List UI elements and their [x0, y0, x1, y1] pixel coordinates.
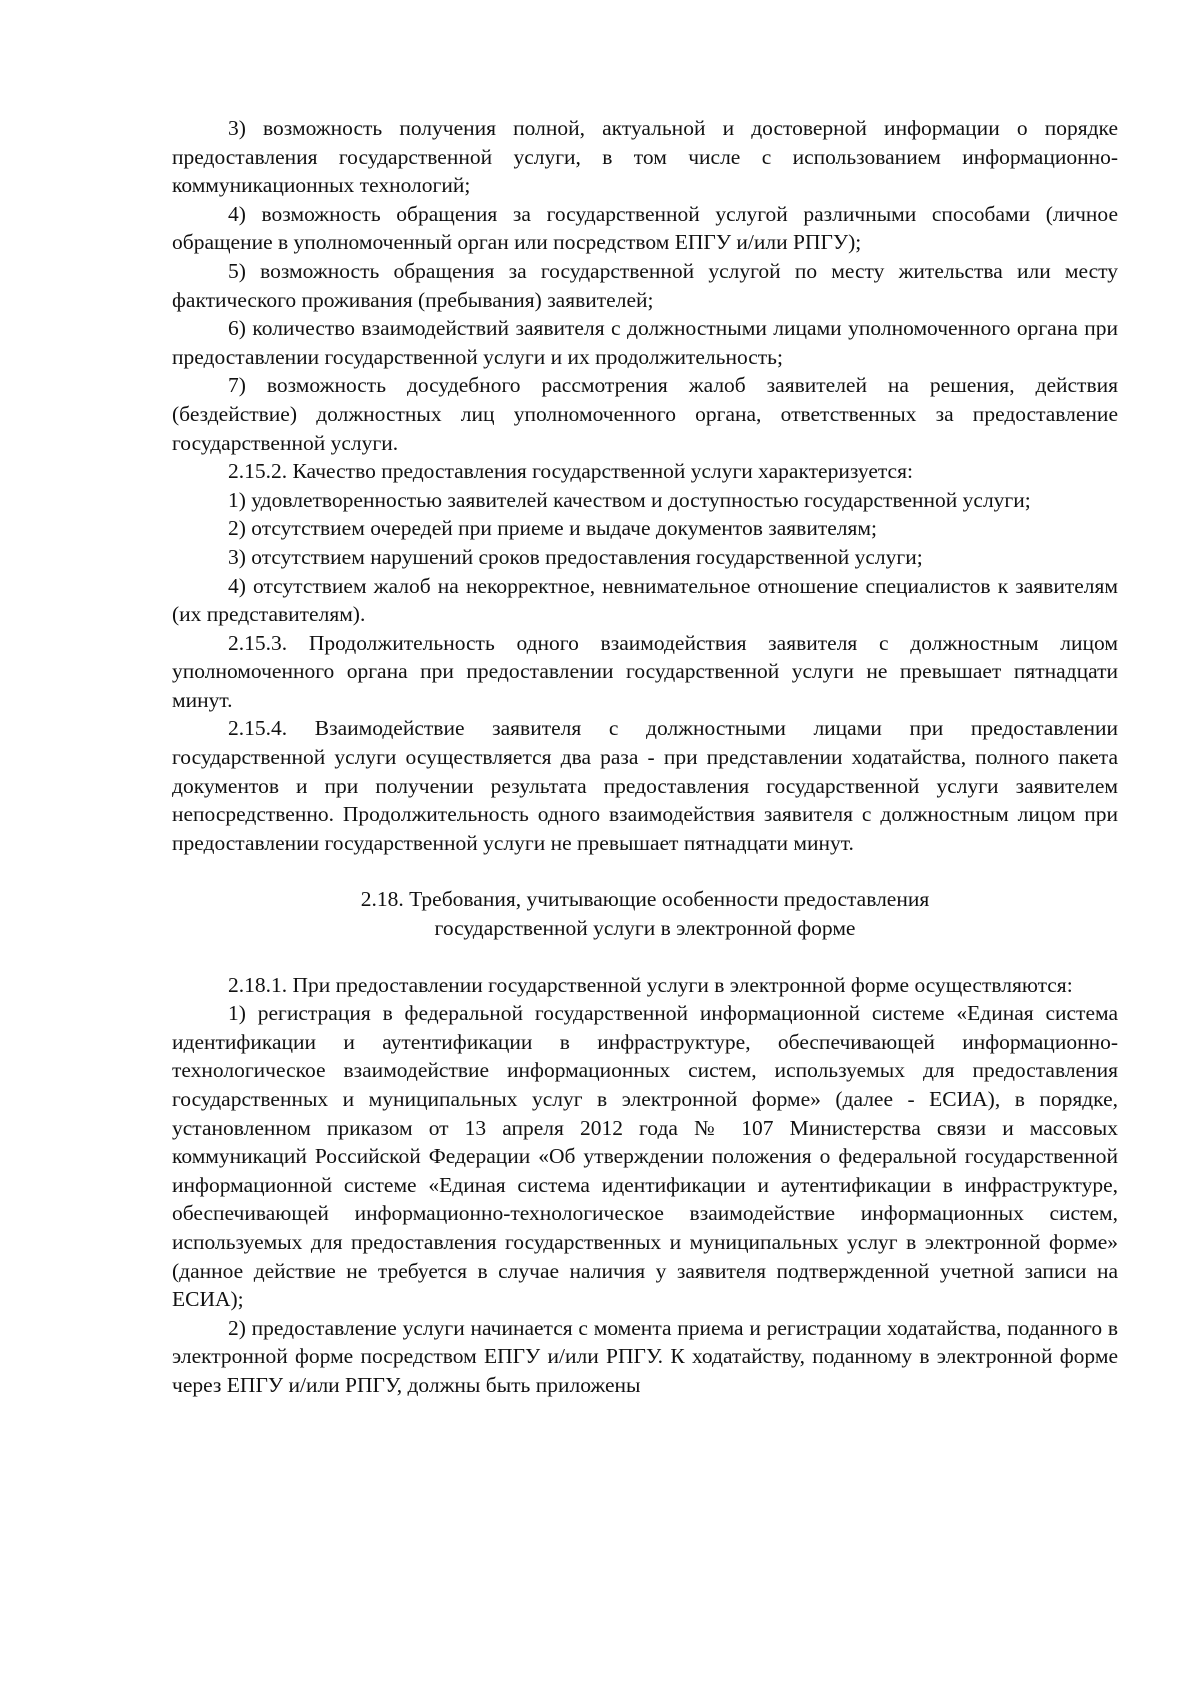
paragraph-2-18-1-item-2: 2) предоставление услуги начинается с момента приема и регистрации ходатайства, поданного в электронной форме посредством ЕПГУ и/или РПГУ. К ходатайству, поданному в электронной форме через ЕПГУ и/или РПГУ, должны быть приложены [172, 1315, 1118, 1397]
section-heading-line-1: 2.18. Требования, учитывающие особенности предоставления [360, 887, 930, 912]
paragraph-2-15-2-item-3: 3) отсутствием нарушений сроков предоставления государственной услуги; [228, 544, 923, 569]
paragraph-2-15-2: 2.15.2. Качество предоставления государственной услуги характеризуется: [228, 459, 913, 484]
paragraph-2-15-2-item-1: 1) удовлетворенностью заявителей качеством и доступностью государственной услуги; [228, 487, 1031, 512]
paragraph-quality-item-3: 3) возможность получения полной, актуальной и достоверной информации о порядке предоставления государственной услуги, в том числе с использованием информационно-коммуникационных технологий; [172, 116, 1118, 198]
paragraph-2-15-4: 2.15.4. Взаимодействие заявителя с должностными лицами при предоставлении государственной услуги осуществляется два раза - при представлении ходатайства, полного пакета документов и при получении результата предоставления государственной услуги заявителем непосредственно. Продолжительность одного взаимодействия заявителя с должностным лицом при предоставлении государственной услуги не превышает пятнадцати минут. [172, 716, 1118, 855]
section-heading [172, 885, 1118, 942]
paragraph-2-15-3: 2.15.3. Продолжительность одного взаимодействия заявителя с должностным лицом уполномоченного органа при предоставлении государственной услуги не превышает пятнадцати минут. [172, 630, 1118, 712]
paragraph-2-15-2-item-2: 2) отсутствием очередей при приеме и выдаче документов заявителям; [228, 516, 877, 541]
document-page [172, 114, 1118, 1400]
section-heading-line-2: государственной услуги в электронной форме [434, 916, 856, 941]
paragraph-quality-item-5: 5) возможность обращения за государственной услугой по месту жительства или месту фактического проживания (пребывания) заявителей; [172, 258, 1118, 312]
paragraph-quality-item-7: 7) возможность досудебного рассмотрения жалоб заявителей на решения, действия (бездействие) должностных лиц уполномоченного органа, ответственных за предоставление государственной услуги. [172, 373, 1118, 455]
paragraph-2-15-2-item-4: 4) отсутствием жалоб на некорректное, невнимательное отношение специалистов к заявителям (их представителям). [172, 573, 1118, 627]
paragraph-quality-item-4: 4) возможность обращения за государственной услугой различными способами (личное обращение в уполномоченный орган или посредством ЕПГУ и/или РПГУ); [172, 201, 1118, 255]
paragraph-2-18-1: 2.18.1. При предоставлении государственной услуги в электронной форме осуществляются: [228, 972, 1073, 997]
paragraph-quality-item-6: 6) количество взаимодействий заявителя с должностными лицами уполномоченного органа при предоставлении государственной услуги и их продолжительность; [172, 316, 1118, 369]
paragraph-2-18-1-item-1: 1) регистрация в федеральной государственной информационной системе «Единая система идентификации и аутентификации в инфраструктуре, обеспечивающей информационно-технологическое взаимодействие информационных систем, используемых для предоставления государственных и муниципальных услуг в электронной форме» (далее - ЕСИА), в порядке, установленном приказом от 13 апреля 2012 года № 107 Министерства связи и массовых коммуникаций Российской Федерации «Об утверждении положения о федеральной государственной информационной системе «Единая система идентификации и аутентификации в инфраструктуре, обеспечивающей информационно-технологическое взаимодействие информационных систем, используемых для предоставления государственных и муниципальных услуг в электронной форме» (данное действие не требуется в случае наличия у заявителя подтвержденной учетной записи на ЕСИА); [172, 1001, 1118, 1312]
